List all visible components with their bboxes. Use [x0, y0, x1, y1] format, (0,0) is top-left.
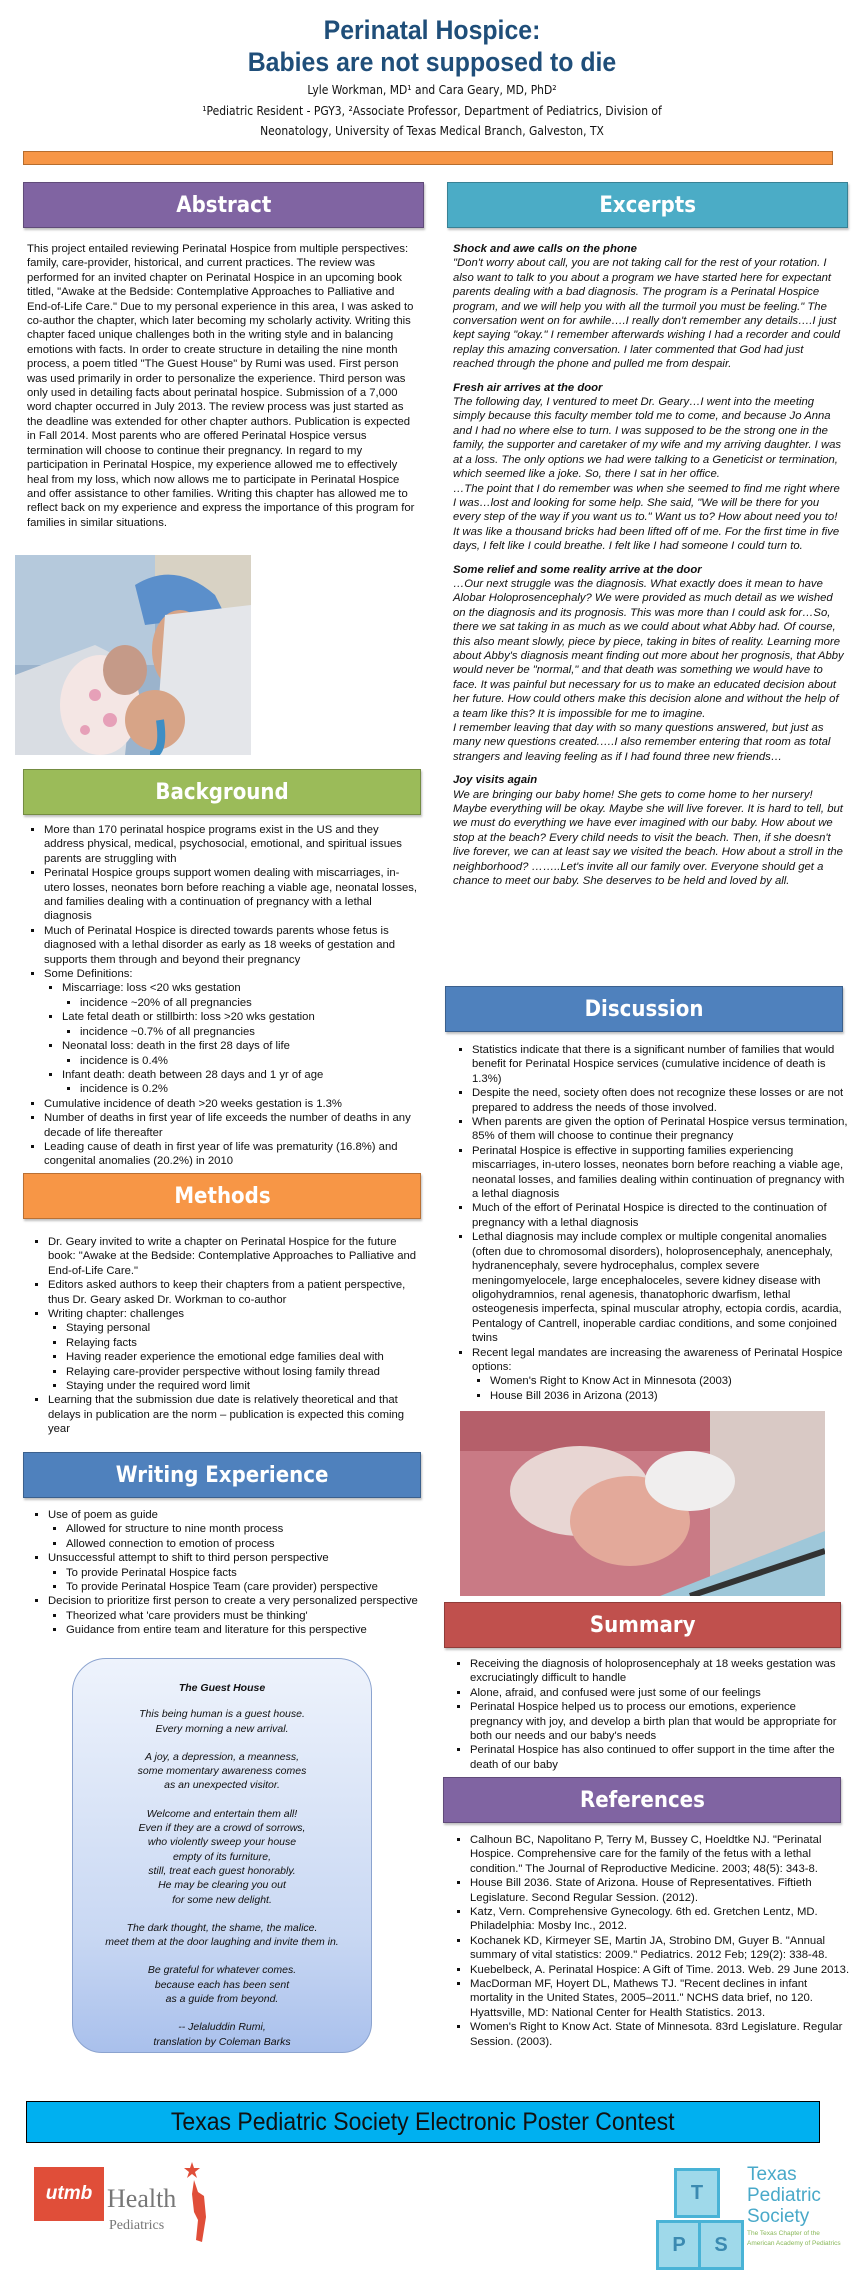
list-item	[470, 1686, 850, 1700]
list-item	[472, 1201, 852, 1230]
list-item	[490, 1389, 852, 1403]
bullet-list	[442, 1043, 852, 1403]
list-item-text: Editors asked authors to keep their chapters from a patient perspective, thus Dr. Geary asked Dr. Workman to co-author	[48, 1279, 406, 1306]
list-item-text: Women's Right to Know Act in Minnesota (2003)	[490, 1375, 732, 1388]
excerpt-section	[453, 242, 845, 372]
list-item-text: Women's Right to Know Act. State of Minnesota. 83rd Legislature. Regular Session. (2003).	[470, 2021, 843, 2048]
list-item	[470, 1743, 850, 1772]
list-item	[48, 1551, 428, 1594]
poem-line: empty of its furniture,	[172, 1850, 272, 1863]
poem-stanza	[73, 1921, 371, 1950]
list-item-text: Writing chapter: challenges	[48, 1308, 185, 1321]
list-item	[472, 1144, 852, 1202]
poem-line: meet them at the door laughing and invite them in.	[105, 1936, 339, 1949]
list-item	[48, 1393, 423, 1436]
poem-line: for some new delight.	[172, 1893, 272, 1906]
summary-heading: Summary	[444, 1602, 841, 1648]
poem-line: He may be clearing you out	[158, 1879, 286, 1892]
list-item	[44, 967, 419, 1097]
list-item	[66, 1379, 423, 1393]
affiliation-line-1: ¹Pediatric Resident - PGY3, ²Associate Professor, Department of Pediatrics, Division of	[202, 103, 662, 118]
poem-line: as a guide from beyond.	[165, 1993, 279, 2006]
poster-title-line-2: Babies are not supposed to die	[247, 47, 617, 77]
list-item-text: Much of the effort of Perinatal Hospice is directed to the continuation of pregnancy with a lethal diagnosis	[472, 1202, 827, 1229]
list-item-text: Alone, afraid, and confused were just some of our feelings	[470, 1686, 761, 1699]
list-item-text: Kochanek KD, Kirmeyer SE, Martin JA, Strobino DM, Guyer B. "Annual summary of vital statistics: 2009." Pediatrics. 2012 Feb; 129(2): 338-48.	[470, 1934, 828, 1962]
list-item-text: More than 170 perinatal hospice programs exist in the US and they address physical, medical, psychosocial, emotional, and spiritual issues parents are struggling with	[44, 824, 402, 865]
list-item	[48, 1508, 428, 1551]
poster-title-line-1: Perinatal Hospice:	[323, 15, 541, 45]
list-item	[80, 1054, 419, 1068]
list-item-text: Allowed for structure to nine month process	[66, 1523, 284, 1536]
background-list	[14, 823, 419, 1169]
excerpts-heading: Excerpts	[447, 182, 848, 228]
list-item	[62, 1010, 419, 1039]
list-item	[470, 2020, 850, 2049]
list-item-text: Calhoun BC, Napolitano P, Terry M, Bussey C, Hoeldtke NJ. "Perinatal Hospice. Comprehensive care for the family of the fetus with a lethal condition." The Journal of Reproductive Medicine. 2003; 48(5): 343-8.	[470, 1834, 822, 1875]
excerpt-paragraph: We are bringing our baby home! She gets to come home to her nursery! Maybe everything will be okay. Maybe she will live forever. It is hard to tell, but we must do everything we have ever imagined with our baby. How about we stop at the beach? Every child needs to visit the beach. Then, if she doesn't live forever, we can at least say we visited the beach. How about a stroll in the neighborhood? ……..Let's invite all our family over. Everyone should get a chance to meet our baby. She deserves to be held and loved by all.	[453, 788, 843, 888]
list-item	[48, 1307, 423, 1393]
excerpt-section	[453, 773, 845, 888]
bullet-list	[440, 1833, 850, 2049]
list-item	[66, 1566, 428, 1580]
excerpt-title: Shock and awe calls on the phone	[453, 243, 637, 255]
poem-line: Every morning a new arrival.	[155, 1722, 289, 1735]
poem-line: who violently sweep your house	[147, 1836, 297, 1849]
list-item	[66, 1537, 428, 1551]
contest-banner: Texas Pediatric Society Electronic Poster Contest	[26, 2101, 820, 2143]
list-item	[472, 1086, 852, 1115]
list-item	[44, 1140, 419, 1169]
poem-line: Even if they are a crowd of sorrows,	[138, 1822, 306, 1835]
bullet-list	[472, 1374, 852, 1403]
poem-title: The Guest House	[178, 1682, 266, 1694]
list-item-text: Learning that the submission due date is relatively theoretical and that delays in publication are the norm – publication is expected this coming year	[48, 1394, 405, 1436]
list-item	[66, 1336, 423, 1350]
background-heading: Background	[23, 769, 421, 815]
list-item-text: Perinatal Hospice is effective in supporting families experiencing miscarriages, in-utero losses, neonates born before reaching a viable age, neonatal losses, and families dealing within continuation of pregnancy with a lethal diagnosis	[472, 1144, 845, 1201]
writing-experience-list	[18, 1508, 428, 1638]
list-item	[62, 981, 419, 1010]
list-item-text: Miscarriage: loss <20 wks gestation	[62, 982, 241, 995]
summary-list	[440, 1657, 850, 1772]
bullet-list	[18, 1235, 423, 1437]
poem-line: -- Jelaluddin Rumi,	[178, 2021, 266, 2034]
list-item-text: Receiving the diagnosis of holoprosencephaly at 18 weeks gestation was excruciatingly difficult to handle	[470, 1658, 836, 1685]
list-item	[44, 823, 419, 866]
list-item-text: incidence ~20% of all pregnancies	[80, 996, 252, 1009]
list-item-text: Recent legal mandates are increasing the awareness of Perinatal Hospice options:	[472, 1346, 843, 1373]
poem-line: A joy, a depression, a meanness,	[144, 1750, 300, 1763]
list-item-text: Cumulative incidence of death >20 weeks gestation is 1.3%	[44, 1097, 342, 1110]
excerpt-paragraph: …Our next struggle was the diagnosis. What exactly does it mean to have Alobar Holoprosencephaly? We were provided as much detail as we wished on the diagnosis and its prognosis. This was more than I could ask for…So, there we sat taking in as much as we could about what Abby had. Of course, this also meant slowly, piece by piece, taking in bites of reality. Learning more about Abby's diagnosis meant finding out more about her prognosis, that Abby would never be "normal," and that death was something we would have to face. It was painful but necessary for us to make an educated decision about her future. How could others make this decision alone and without the help of a team like this? It is impossible for me to imagine.	[453, 577, 844, 720]
list-item-text: Staying personal	[66, 1322, 151, 1335]
list-item	[48, 1235, 423, 1278]
list-item	[66, 1350, 423, 1364]
tps-name-line-1: Texas	[747, 2164, 797, 2185]
excerpt-section	[453, 563, 845, 765]
list-item	[470, 1700, 850, 1743]
list-item	[472, 1115, 852, 1144]
references-heading: References	[443, 1777, 841, 1823]
tps-tagline-2: American Academy of Pediatrics	[747, 2240, 841, 2247]
excerpt-title: Fresh air arrives at the door	[453, 381, 603, 394]
bullet-list	[48, 1522, 428, 1551]
list-item	[80, 1082, 419, 1096]
tps-block-s: S	[698, 2220, 744, 2270]
list-item	[472, 1230, 852, 1345]
list-item-text: Some Definitions:	[44, 968, 133, 981]
bullet-list	[62, 1082, 419, 1096]
list-item	[48, 1278, 423, 1307]
excerpt-paragraph: "Don't worry about call, you are not taking call for the rest of your rotation. I also want to talk to you about a program we have started here for expectant parents dealing with a bad diagnosis. The program is a Perinatal Hospice program, and we will help you with all the turmoil you must be feeling." The conversation went on for awhile….I really don't remember any details….I just kept saying "okay." I remember afterwards wishing I had a recorder and could replay this amazing conversation. I later commented that God had just reached through the phone and pulled me from despair.	[453, 257, 841, 371]
poem-line: translation by Coleman Barks	[153, 2035, 291, 2048]
references-list	[440, 1833, 850, 2049]
list-item	[66, 1580, 428, 1594]
poem-line: still, treat each guest honorably.	[148, 1864, 296, 1877]
list-item	[66, 1321, 423, 1335]
list-item-text: House Bill 2036 in Arizona (2013)	[490, 1389, 658, 1402]
poem-line: some momentary awareness comes	[137, 1765, 307, 1778]
utmb-logo-word: Health	[107, 2184, 177, 2213]
list-item	[470, 1963, 850, 1977]
bullet-list	[14, 823, 419, 1169]
newborn-photo2-illustration	[460, 1411, 825, 1596]
excerpt-title: Joy visits again	[453, 774, 538, 787]
list-item	[470, 1876, 850, 1905]
photo-newborn-in-hospital	[460, 1411, 825, 1596]
methods-list	[18, 1235, 423, 1437]
tps-block-p: P	[656, 2220, 702, 2270]
list-item-text: Leading cause of death in first year of life was prematurity (16.8%) and congenital anomalies (20.2%) in 2010	[44, 1140, 398, 1168]
list-item	[66, 1365, 423, 1379]
list-item-text: Lethal diagnosis may include complex or multiple congenital anomalies (often due to chromosomal disorders), holoprosencephaly, anencephaly, hydranencephaly, severe hydrocephalus, complex severe meningomyelocele, large encephaloceles, severe kidney disease with oligohydramnios, renal agenesis, thanatophoric dwarfism, lethal osteogenesis imperfecta, spinal muscular atrophy, ectopia cordis, acardia, Pentalogy of Cantrell, inoperable cardiac conditions, and some conjoined twins	[472, 1231, 842, 1345]
child-reaching-star-icon	[184, 2162, 214, 2247]
bullet-list	[62, 1054, 419, 1068]
list-item-text: Dr. Geary invited to write a chapter on Perinatal Hospice for the future book: "Awake at the Bedside: Contemplative Approaches to Palliative and End-of-Life Care."	[48, 1236, 417, 1277]
list-item	[472, 1043, 852, 1086]
writing-experience-heading: Writing Experience	[23, 1452, 421, 1498]
utmb-logo-sub: Pediatrics	[109, 2218, 165, 2233]
discussion-heading: Discussion	[445, 986, 843, 1032]
poem-stanza	[73, 1807, 371, 1907]
poem-stanza	[73, 2020, 371, 2049]
list-item-text: incidence ~0.7% of all pregnancies	[80, 1025, 255, 1038]
list-item	[66, 1522, 428, 1536]
tps-name-line-2: Pediatric	[747, 2185, 821, 2206]
list-item	[48, 1594, 428, 1637]
list-item-text: Infant death: death between 28 days and 1 yr of age	[62, 1068, 324, 1081]
list-item-text: Perinatal Hospice helped us to process our emotions, experience pregnancy with joy, and develop a birth plan that would be appropriate for both our needs and our baby's needs	[470, 1701, 837, 1743]
bullet-list	[48, 1321, 423, 1393]
list-item-text: Allowed connection to emotion of process	[66, 1537, 275, 1550]
list-item	[470, 1905, 850, 1934]
list-item-text: Perinatal Hospice has also continued to offer support in the time after the death of our baby	[470, 1744, 835, 1771]
list-item-text: Neonatal loss: death in the first 28 days of life	[62, 1040, 290, 1053]
list-item	[470, 1977, 850, 2020]
abstract-heading: Abstract	[23, 182, 424, 228]
poem-line: The dark thought, the shame, the malice.	[126, 1921, 318, 1934]
affiliation-line-2: Neonatology, University of Texas Medical Branch, Galveston, TX	[260, 123, 604, 138]
poem-line: This being human is a guest house.	[139, 1708, 305, 1721]
list-item-text: Use of poem as guide	[48, 1509, 158, 1521]
list-item	[66, 1623, 428, 1637]
list-item-text: Statistics indicate that there is a significant number of families that would benefit for Perinatal Hospice services (cumulative incidence of death is 1.3%)	[472, 1044, 835, 1085]
list-item	[62, 1039, 419, 1068]
poem-stanza	[73, 1707, 371, 1736]
list-item-text: incidence is 0.4%	[80, 1054, 168, 1067]
list-item-text: Unsuccessful attempt to shift to third person perspective	[48, 1552, 329, 1565]
list-item	[44, 1097, 419, 1111]
poem-line: Be grateful for whatever comes.	[147, 1964, 297, 1977]
excerpt-paragraph: The following day, I ventured to meet Dr. Geary…I went into the meeting simply because this faculty member told me to come, and because Jo Anna and I had no where else to turn. I was supposed to be the strong one in the family, the supporter and caretaker of my wife and my arriving daughter. I was at a loss. The only options we had were talking to a Geneticist or termination, which seemed like a joke. So, there I sat in her office.	[453, 396, 842, 481]
list-item	[44, 924, 419, 967]
list-item-text: Decision to prioritize first person to create a very personalized perspective	[48, 1595, 418, 1608]
bullet-list	[48, 1609, 428, 1638]
methods-heading: Methods	[23, 1173, 421, 1219]
excerpt-paragraph: I remember leaving that day with so many questions answered, but just as many new questions created.….I also remember entering that room as total strangers and leaving feeling as if I had found three new friends…	[453, 722, 831, 763]
list-item-text: Guidance from entire team and literature for this perspective	[66, 1624, 367, 1637]
list-item-text: Much of Perinatal Hospice is directed towards parents whose fetus is diagnosed with a lethal disorder as early as 18 weeks of gestation and supports them through and beyond their pregnancy	[44, 924, 396, 966]
list-item	[80, 996, 419, 1010]
list-item	[62, 1068, 419, 1097]
bullet-list	[48, 1566, 428, 1595]
bullet-list	[44, 981, 419, 1096]
list-item	[44, 1111, 419, 1140]
list-item-text: To provide Perinatal Hospice Team (care provider) perspective	[66, 1581, 378, 1594]
list-item	[66, 1609, 428, 1623]
bullet-list	[440, 1657, 850, 1772]
list-item-text: To provide Perinatal Hospice facts	[66, 1566, 237, 1579]
texas-pediatric-society-logo	[652, 2160, 862, 2260]
list-item-text: Katz, Vern. Comprehensive Gynecology. 6th ed. Gretchen Lentz, MD. Philadelphia: Mosby Inc., 2012.	[470, 1906, 818, 1933]
list-item	[44, 866, 419, 924]
poem-line: as an unexpected visitor.	[164, 1779, 280, 1792]
photo-parents-with-newborn-frame	[15, 555, 251, 755]
list-item	[470, 1833, 850, 1876]
list-item	[80, 1025, 419, 1039]
list-item-text: Perinatal Hospice groups support women dealing with miscarriages, in-utero losses, neonates born before reaching a viable age, neonatal losses, and families dealing with a continuation of pregnancy with a lethal diagnosis	[44, 867, 418, 923]
list-item-text: Number of deaths in first year of life exceeds the number of deaths in any decade of life thereafter	[44, 1112, 411, 1139]
list-item-text: MacDorman MF, Hoyert DL, Mathews TJ. "Recent declines in infant mortality in the United States, 2005–2011." NCHS data brief, no 120. Hyattsville, MD: National Center for Health Statistics. 2013.	[470, 1978, 813, 2019]
bullet-list	[62, 1025, 419, 1039]
list-item-text: Having reader experience the emotional edge families deal with	[66, 1351, 384, 1364]
bullet-list	[18, 1508, 428, 1638]
poem-box	[72, 1658, 372, 2053]
list-item-text: Despite the need, society often does not recognize these losses or are not prepared to address the needs of those involved.	[472, 1087, 844, 1114]
excerpt-paragraph: …The point that I do remember was when she seemed to find me right where I was…lost and looking for some help. She said, "We will be there for you every step of the way if you want us to." Want us to? How about need you to! It was like a thousand bricks had been lifted off of me. For the first time in five days, I felt like I could breathe. I felt like I had someone I could turn to.	[453, 482, 840, 553]
list-item-text: Theorized what 'care providers must be thinking'	[66, 1609, 308, 1622]
excerpt-section	[453, 381, 845, 554]
list-item	[472, 1346, 852, 1404]
authors: Lyle Workman, MD¹ and Cara Geary, MD, PhD²	[307, 82, 557, 97]
list-item-text: Kuebelbeck, A. Perinatal Hospice: A Gift of Time. 2013. Web. 29 June 2013.	[470, 1963, 850, 1976]
utmb-logo-mark: utmb	[34, 2167, 104, 2221]
list-item-text: incidence is 0.2%	[80, 1083, 168, 1096]
poem-line: because each has been sent	[154, 1978, 290, 1991]
tps-block-t: T	[674, 2168, 720, 2218]
abstract-body: This project entailed reviewing Perinatal Hospice from multiple perspectives: family, care-provider, historical, and current practices. The review was performed for an invited chapter on Perinatal Hospice in an upcoming book titled, "Awake at the Bedside: Contemplative Approaches to Palliative and End-of-Life Care." Due to my personal experience in this area, I was asked to co-author the chapter, which later becoming my scholarly activity. Writing this chapter faced unique challenges both in the writing style and in balancing emotions with facts. In order to create structure in detailing the nine month process, a poem titled "The Guest House" by Rumi was used. First person was used primarily in order to personalize the experience. Third person was only used in detailing facts about perinatal hospice. Submission of a 7,000 word chapter occurred in July 2013. The review process was just started as the deadline was extended for other chapter authors. Publication is expected in Fall 2014. Most parents who are offered Perinatal Hospice versus termination will choose to continue their pregnancy. In regard to my participation in Perinatal Hospice, my experience allowed me to effectively heal from my loss, which now allows me to participate in Perinatal Hospice and offer assistance to other families. Writing this chapter has allowed me to reflect back on my experience and express the importance of this program for families in similar situations.	[27, 243, 415, 529]
excerpt-title: Some relief and some reality arrive at the door	[453, 563, 702, 576]
list-item-text: When parents are given the option of Perinatal Hospice versus termination, 85% of them will choose to continue their pregnancy	[472, 1116, 848, 1143]
list-item-text: Late fetal death or stillbirth: loss >20 wks gestation	[62, 1011, 315, 1024]
poem-stanza	[73, 1750, 371, 1793]
list-item	[490, 1374, 852, 1388]
list-item-text: Relaying care-provider perspective without losing family thread	[66, 1365, 380, 1378]
list-item-text: House Bill 2036. State of Arizona. House of Representatives. Fiftieth Legislature. Second Regular Session. (2012).	[470, 1877, 812, 1904]
list-item	[470, 1657, 850, 1686]
discussion-list	[442, 1043, 852, 1403]
utmb-health-pediatrics-logo	[34, 2162, 214, 2247]
excerpts-body	[453, 242, 845, 897]
list-item-text: Staying under the required word limit	[66, 1380, 250, 1393]
poem-stanza	[73, 1963, 371, 2006]
tps-tagline-1: The Texas Chapter of the	[747, 2230, 820, 2237]
newborn-photo-illustration	[15, 555, 251, 755]
list-item	[470, 1934, 850, 1963]
poem-line: Welcome and entertain them all!	[146, 1807, 298, 1820]
tps-name-line-3: Society	[747, 2206, 810, 2227]
list-item-text: Relaying facts	[66, 1336, 137, 1349]
divider-bar	[23, 151, 833, 165]
bullet-list	[62, 996, 419, 1010]
